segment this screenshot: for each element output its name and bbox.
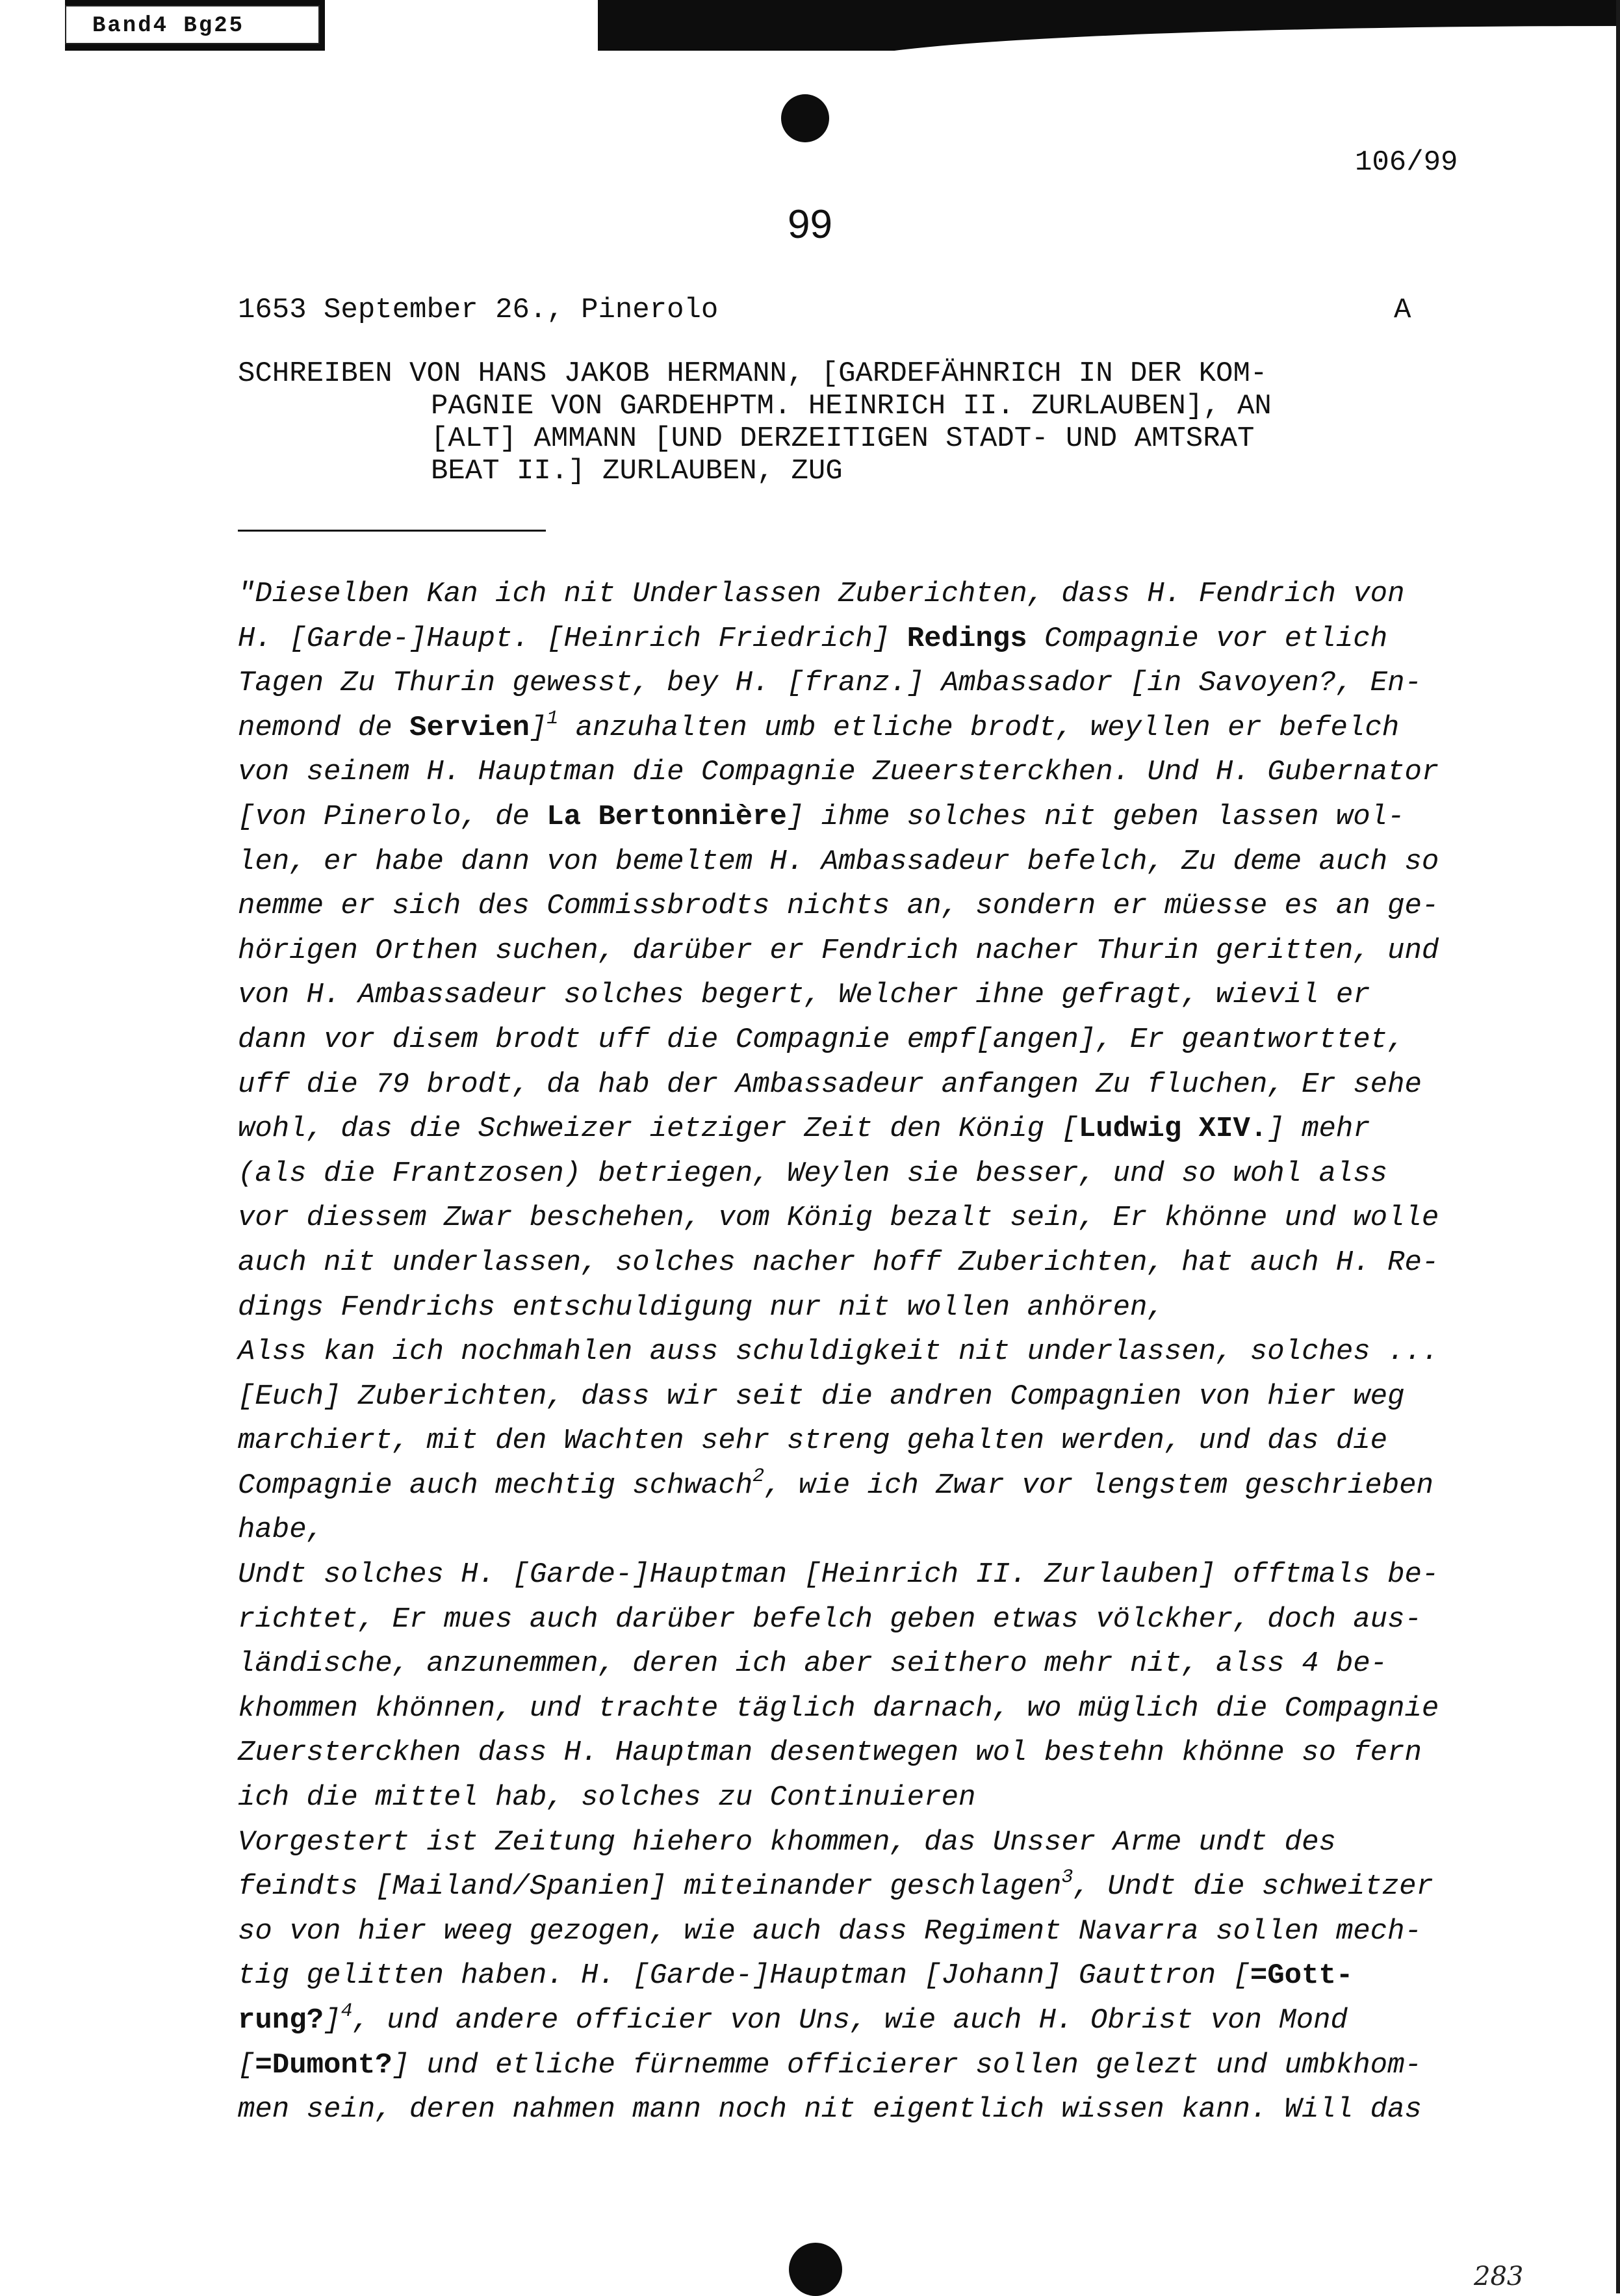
body-line: len, er habe dann von bemeltem H. Ambassadeur befelch, Zu deme auch so <box>238 845 1439 878</box>
archive-reference: 106/99 <box>1355 146 1458 179</box>
scan-top-gap-middle <box>325 0 598 51</box>
body-line: Alss kan ich nochmahlen auss schuldigkeit nit underlassen, solches ... <box>238 1335 1439 1369</box>
page-number: 99 <box>788 202 832 247</box>
punch-hole-bottom <box>789 2243 842 2296</box>
name-emphasis: =Dumont? <box>255 2048 392 2082</box>
body-line: dann vor disem brodt uff die Compagnie empf[angen], Er geantworttet, <box>238 1023 1405 1056</box>
heading-line: [ALT] AMMANN [UND DERZEITIGEN STADT- UND AMTSRAT <box>431 422 1255 455</box>
band-label: Band4 Bg25 <box>65 5 320 44</box>
body-line: Undt solches H. [Garde-]Hauptman [Heinrich II. Zurlauben] offtmals be- <box>238 1558 1439 1592</box>
footnote-marker: 1 <box>546 707 559 730</box>
name-emphasis: Ludwig XIV. <box>1078 1113 1268 1146</box>
body-line: ländische, anzunemmen, deren ich aber seithero mehr nit, alss 4 be- <box>238 1647 1388 1681</box>
body-line: wohl, das die Schweizer ietziger Zeit den König [Ludwig XIV.] mehr <box>238 1113 1370 1146</box>
scan-right-edge <box>1616 0 1620 2293</box>
body-line: [Euch] Zuberichten, dass wir seit die andren Compagnien von hier weg <box>238 1380 1405 1413</box>
body-line: "Dieselben Kan ich nit Underlassen Zuberichten, dass H. Fendrich von <box>238 578 1405 610</box>
name-emphasis: rung? <box>238 2004 324 2037</box>
heading-rule <box>238 530 546 532</box>
dateline: 1653 September 26., Pinerolo <box>238 294 719 326</box>
version-letter: A <box>1394 294 1411 326</box>
body-line: rung?]$^4$, und andere officier von Uns, wie auch H. Obrist von Mond <box>238 2000 1348 2037</box>
body-line: auch nit underlassen, solches nacher hoff Zuberichten, hat auch H. Re- <box>238 1246 1439 1279</box>
registration-mark <box>603 5 639 43</box>
body-line: Compagnie auch mechtig schwach$^2$, wie ich Zwar vor lengstem geschrieben <box>238 1465 1434 1502</box>
body-line: [von Pinerolo, de La Bertonnière] ihme solches nit geben lassen wol- <box>238 800 1405 833</box>
handwritten-folio-number: 283 <box>1474 2262 1524 2291</box>
heading-line: BEAT II.] ZURLAUBEN, ZUG <box>431 455 843 487</box>
footnote-marker: 4 <box>341 2000 353 2022</box>
body-line: vor diessem Zwar beschehen, vom König bezalt sein, Er khönne und wolle <box>238 1202 1439 1235</box>
body-line: (als die Frantzosen) betriegen, Weylen sie besser, und so wohl alss <box>238 1157 1388 1190</box>
body-line: men sein, deren nahmen mann noch nit eigentlich wissen kann. Will das <box>238 2093 1422 2126</box>
body-line: dings Fendrichs entschuldigung nur nit wollen anhören, <box>238 1291 1164 1324</box>
body-line: von seinem H. Hauptman die Compagnie Zueersterckhen. Und H. Gubernator <box>238 756 1439 789</box>
body-line: Vorgestert ist Zeitung hiehero khommen, das Unsser Arme undt des <box>238 1825 1336 1859</box>
body-line: marchiert, mit den Wachten sehr streng gehalten werden, und das die <box>238 1425 1388 1458</box>
body-line: habe, <box>238 1514 324 1547</box>
scan-top-gap-left <box>0 0 65 52</box>
name-emphasis: La Bertonnière <box>546 800 787 833</box>
body-line: ich die mittel hab, solches zu Continuieren <box>238 1781 976 1814</box>
punch-hole-top <box>781 94 829 142</box>
body-line: so von hier weeg gezogen, wie auch dass Regiment Navarra sollen mech- <box>238 1915 1422 1948</box>
body-line: H. [Garde-]Haupt. [Heinrich Friedrich] Redings Compagnie vor etlich <box>238 622 1388 655</box>
footnote-marker: 2 <box>752 1465 765 1488</box>
name-emphasis: =Gott- <box>1250 1959 1354 1993</box>
heading-line: PAGNIE VON GARDEHPTM. HEINRICH II. ZURLAUBEN], AN <box>431 390 1272 422</box>
body-line: hörigen Orthen suchen, darüber er Fendrich nacher Thurin geritten, und <box>238 934 1439 967</box>
heading-line: SCHREIBEN VON HANS JAKOB HERMANN, [GARDEFÄHNRICH IN DER KOM- <box>238 357 1268 390</box>
letter-body <box>238 572 1485 2132</box>
body-line: nemme er sich des Commissbrodts nichts an, sondern er müesse es an ge- <box>238 890 1439 923</box>
name-emphasis: Redings <box>906 622 1027 655</box>
body-line: Zuersterckhen dass H. Hauptman desentwegen wol bestehn khönne so fern <box>238 1736 1422 1770</box>
body-line: [=Dumont?] und etliche fürnemme officierer sollen gelezt und umbkhom- <box>238 2048 1422 2082</box>
document-heading <box>238 357 1472 487</box>
body-line: nemond de Servien]$^1$ anzuhalten umb etliche brodt, weyllen er befelch <box>238 707 1400 744</box>
body-line: richtet, Er mues auch darüber befelch geben etwas völckher, doch aus- <box>238 1603 1422 1636</box>
body-line: khommen khönnen, und trachte täglich darnach, wo müglich die Compagnie <box>238 1692 1439 1725</box>
name-emphasis: Servien <box>409 711 530 744</box>
body-line: von H. Ambassadeur solches begert, Welcher ihne gefragt, wievil er <box>238 979 1370 1012</box>
body-line: feindts [Mailand/Spanien] miteinander geschlagen$^3$, Undt die schweitzer <box>238 1866 1434 1903</box>
body-line: Tagen Zu Thurin gewesst, bey H. [franz.] Ambassador [in Savoyen?, En- <box>238 667 1422 700</box>
body-line: uff die 79 brodt, da hab der Ambassadeur anfangen Zu fluchen, Er sehe <box>238 1068 1422 1101</box>
footnote-marker: 3 <box>1061 1866 1074 1889</box>
body-line: tig gelitten haben. H. [Garde-]Hauptman [Johann] Gauttron [=Gott- <box>238 1959 1354 1993</box>
